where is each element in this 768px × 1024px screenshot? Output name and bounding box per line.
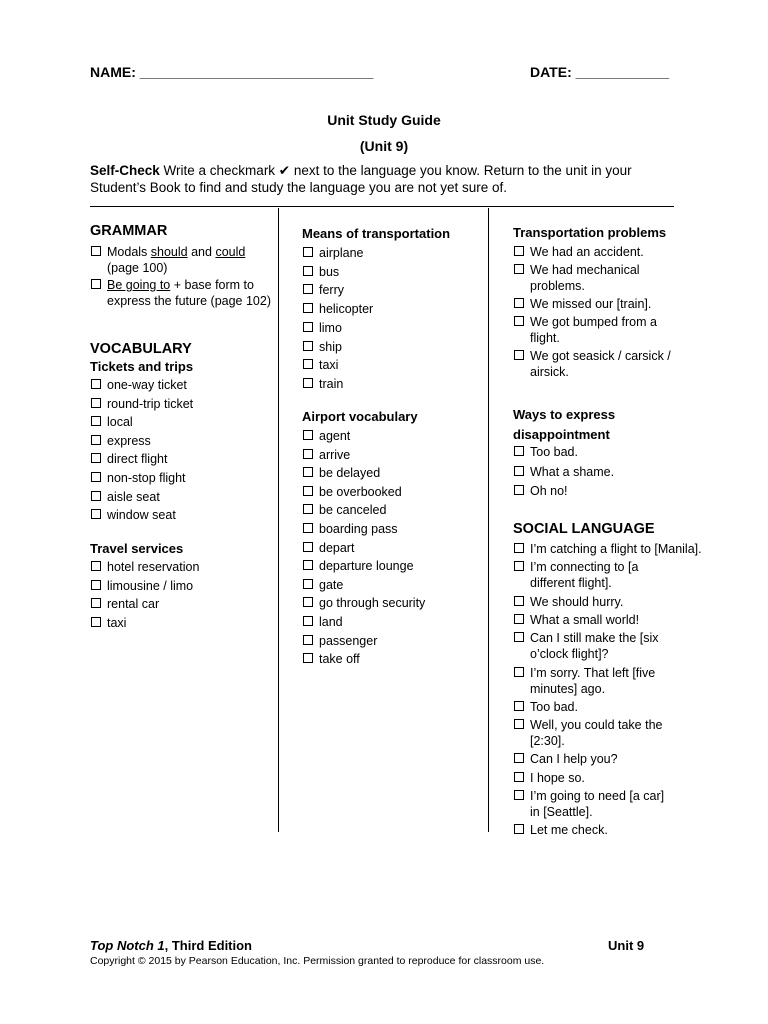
checklist-item-label: train [319, 376, 344, 391]
checklist-item-label: be delayed [319, 466, 381, 481]
checklist-item[interactable] [513, 296, 740, 312]
checklist-item[interactable] [90, 578, 317, 594]
checklist-item-label: go through security [319, 596, 426, 611]
checklist-item[interactable] [513, 717, 740, 749]
checkbox-icon[interactable] [514, 446, 524, 456]
ways-heading-line: disappointment [513, 427, 610, 442]
checklist-item[interactable] [90, 559, 317, 575]
checkbox-icon[interactable] [303, 504, 313, 514]
checklist-item-label: limo [319, 320, 342, 335]
checklist-item-label: arrive [319, 447, 351, 462]
checklist-item[interactable] [302, 502, 529, 518]
checklist-item[interactable] [513, 541, 740, 557]
checklist-item[interactable] [302, 521, 529, 537]
checklist-item[interactable] [513, 699, 740, 715]
checklist-item[interactable] [90, 470, 317, 486]
checkbox-icon[interactable] [514, 772, 524, 782]
checklist-item-label: take off [319, 652, 360, 667]
checklist-item-label: What a shame. [530, 464, 615, 479]
checkbox-icon[interactable] [303, 560, 313, 570]
checkbox-icon[interactable] [303, 284, 313, 294]
checkbox-icon[interactable] [303, 430, 313, 440]
ways-heading-line: Ways to express [513, 407, 616, 422]
checklist-item[interactable] [302, 540, 529, 556]
checkbox-icon[interactable] [514, 667, 524, 677]
checklist-item-label: We got bumped from a [530, 315, 657, 329]
checkbox-icon[interactable] [514, 316, 524, 326]
checklist-item[interactable] [302, 357, 529, 373]
checklist-item[interactable] [513, 630, 740, 662]
checklist-item-label: local [107, 415, 133, 430]
checklist-item[interactable] [513, 788, 740, 820]
checkbox-icon[interactable] [514, 632, 524, 642]
checklist-item-label: I hope so. [530, 770, 585, 785]
checklist-item-label: I’m connecting to [a [530, 560, 639, 575]
grammar-text: should [150, 245, 188, 259]
checklist-item[interactable] [513, 464, 740, 480]
checklist-item-label: window seat [107, 508, 176, 523]
checkbox-icon[interactable] [514, 824, 524, 834]
checkbox-icon[interactable] [303, 542, 313, 552]
checklist-item-label: hotel reservation [107, 560, 200, 574]
checkbox-icon[interactable] [91, 379, 101, 389]
checklist-item[interactable] [90, 377, 317, 393]
checklist-item-label: [2:30]. [530, 734, 565, 749]
checklist-item-label: gate [319, 577, 344, 592]
checklist-item[interactable] [302, 614, 529, 630]
checklist-item[interactable] [513, 348, 740, 380]
checkbox-icon[interactable] [91, 561, 101, 571]
checklist-item-label: problems. [530, 279, 585, 293]
checklist-item-label: depart [319, 540, 355, 555]
checklist-item[interactable] [513, 314, 740, 346]
checklist-item-label: be overbooked [319, 484, 402, 499]
grammar-text: express the future (page 102) [107, 294, 271, 308]
checklist-item[interactable] [302, 447, 529, 463]
checklist-item[interactable] [302, 577, 529, 593]
checklist-item-label: boarding pass [319, 522, 398, 536]
checklist-item[interactable] [90, 507, 317, 523]
checkbox-icon[interactable] [514, 350, 524, 360]
checklist-item-label: taxi [107, 615, 127, 630]
grammar-text: Modals [107, 245, 151, 259]
checkbox-icon[interactable] [91, 416, 101, 426]
checklist-item-label: We had mechanical [530, 263, 640, 277]
checklist-item-label: passenger [319, 633, 378, 648]
problems-heading: Transportation problems [513, 225, 667, 240]
checklist-item[interactable] [513, 483, 740, 499]
unit-subtitle: (Unit 9) [359, 138, 409, 154]
checkbox-icon[interactable] [91, 246, 101, 256]
grammar-text: could [215, 245, 246, 259]
book-title: Top Notch 1 [90, 938, 165, 953]
checkbox-icon[interactable] [91, 435, 101, 445]
checkbox-icon[interactable] [303, 378, 313, 388]
checklist-item[interactable] [302, 633, 529, 649]
checklist-item-label: Too bad. [530, 699, 578, 714]
checkbox-icon[interactable] [91, 580, 101, 590]
date-field-label: DATE: ____________ [530, 64, 670, 80]
checklist-item-label: flight. [530, 331, 560, 345]
book-edition: , Third Edition [164, 938, 253, 953]
checkbox-icon[interactable] [303, 322, 313, 332]
checkbox-icon[interactable] [303, 341, 313, 351]
checklist-item[interactable] [513, 770, 740, 786]
checklist-item-label: rental car [107, 597, 160, 612]
checklist-item-label: We got seasick / carsick / [530, 349, 671, 363]
checklist-item-label: Can I help you? [530, 752, 618, 767]
checklist-item[interactable] [302, 376, 529, 392]
checklist-item[interactable] [302, 320, 529, 336]
grammar-text: and [187, 245, 216, 259]
checkbox-icon[interactable] [303, 523, 313, 533]
divider-rule [90, 206, 674, 207]
checklist-item-label: agent [319, 429, 351, 443]
checklist-item[interactable] [90, 414, 317, 430]
checklist-item-label: express [107, 433, 151, 448]
checkbox-icon[interactable] [303, 635, 313, 645]
checklist-item-label: aisle seat [107, 489, 160, 504]
checkbox-icon[interactable] [514, 596, 524, 606]
checklist-item[interactable] [513, 612, 740, 628]
checklist-item-label: Too bad. [530, 445, 578, 459]
checkbox-icon[interactable] [514, 561, 524, 571]
checkbox-icon[interactable] [514, 543, 524, 553]
social-heading: SOCIAL LANGUAGE [513, 521, 655, 537]
checklist-item[interactable] [302, 282, 529, 298]
checklist-item-label: minutes] ago. [530, 681, 606, 696]
checklist-item[interactable] [90, 596, 317, 612]
checklist-item-label: We missed our [train]. [530, 297, 652, 311]
checklist-item-label: What a small world! [530, 612, 640, 627]
checklist-item-label: I’m sorry. That left [five [530, 665, 656, 680]
checkbox-icon[interactable] [514, 701, 524, 711]
checklist-item-label: limousine / limo [107, 578, 194, 593]
checklist-item[interactable] [513, 665, 740, 697]
checklist-item[interactable] [513, 262, 740, 294]
airport-heading: Airport vocabulary [302, 409, 418, 424]
checklist-item-label: direct flight [107, 452, 168, 467]
checklist-item[interactable] [513, 594, 740, 610]
checkbox-icon[interactable] [514, 246, 524, 256]
checkbox-icon[interactable] [514, 298, 524, 308]
checklist-item-label: different flight]. [530, 576, 612, 591]
checkbox-icon[interactable] [303, 597, 313, 607]
checkbox-icon[interactable] [303, 486, 313, 496]
checklist-item[interactable] [513, 244, 740, 260]
checklist-item[interactable] [90, 396, 317, 412]
checkbox-icon[interactable] [303, 579, 313, 589]
checklist-item-label: Well, you could take the [530, 718, 663, 733]
travel-services-heading: Travel services [90, 541, 184, 556]
checklist-item-label: departure lounge [319, 559, 414, 574]
checkbox-icon[interactable] [91, 398, 101, 408]
checkbox-icon[interactable] [303, 247, 313, 257]
checkbox-icon[interactable] [514, 753, 524, 763]
grammar-text: (page 100) [107, 261, 168, 275]
checklist-item[interactable] [302, 339, 529, 355]
self-check-text-2: Student’s Book to find and study the language you are not yet sure of. [90, 180, 508, 195]
checklist-item-label: non-stop flight [107, 471, 186, 485]
checkbox-icon[interactable] [303, 266, 313, 276]
checkbox-icon[interactable] [303, 303, 313, 313]
checkbox-icon[interactable] [91, 472, 101, 482]
grammar-item-modals[interactable] [90, 244, 287, 276]
checkbox-icon[interactable] [91, 491, 101, 501]
checklist-item-label: o’clock flight]? [530, 647, 609, 662]
checkbox-icon[interactable] [514, 790, 524, 800]
checklist-item[interactable] [302, 264, 529, 280]
checklist-item-label: We had an accident. [530, 245, 644, 259]
checklist-item-label: I’m going to need [a car] [530, 789, 665, 803]
vocabulary-heading: VOCABULARY [90, 341, 192, 357]
checklist-item-label: helicopter [319, 302, 374, 317]
grammar-heading: GRAMMAR [90, 223, 168, 239]
checklist-item[interactable] [90, 433, 317, 449]
checklist-item[interactable] [90, 615, 317, 631]
checklist-item-label: be canceled [319, 503, 387, 518]
checklist-item-label: I’m catching a flight to [Manila]. [530, 542, 702, 556]
checklist-item-label: Let me check. [530, 823, 608, 838]
means-heading: Means of transportation [302, 226, 451, 241]
checklist-item[interactable] [302, 484, 529, 500]
checklist-item-label: in [Seattle]. [530, 805, 593, 819]
self-check-text-1: Write a checkmark ✔ next to the language you know. Return to the unit in your [159, 163, 632, 178]
checkbox-icon[interactable] [91, 453, 101, 463]
checkbox-icon[interactable] [514, 614, 524, 624]
checklist-item-label: Can I still make the [six [530, 631, 659, 646]
checklist-item[interactable] [302, 245, 529, 261]
checklist-item-label: airplane [319, 246, 364, 260]
ways-heading [513, 405, 615, 445]
checklist-item[interactable] [513, 751, 740, 767]
tickets-heading: Tickets and trips [90, 359, 194, 374]
checkbox-icon[interactable] [303, 359, 313, 369]
checkbox-icon[interactable] [91, 509, 101, 519]
checkbox-icon[interactable] [91, 598, 101, 608]
checklist-item-label: round-trip ticket [107, 396, 194, 411]
checklist-item-label: one-way ticket [107, 378, 187, 392]
checklist-item-label: ship [319, 339, 342, 354]
checkbox-icon[interactable] [514, 264, 524, 274]
checkbox-icon[interactable] [514, 719, 524, 729]
grammar-text: Be going to [107, 278, 171, 292]
name-field-label: NAME: ______________________________ [90, 64, 374, 80]
checklist-item[interactable] [302, 651, 529, 667]
checkbox-icon[interactable] [303, 616, 313, 626]
checklist-item[interactable] [302, 558, 529, 574]
checklist-item[interactable] [513, 559, 740, 591]
checklist-item-label: We should hurry. [530, 594, 624, 609]
self-check-label: Self-Check [90, 163, 160, 178]
checklist-item[interactable] [90, 451, 317, 467]
footer-book-title [90, 938, 252, 953]
checklist-item[interactable] [302, 595, 529, 611]
checklist-item-label: land [319, 615, 343, 629]
checklist-item[interactable] [513, 444, 740, 460]
grammar-text: + base form to [170, 278, 254, 292]
footer-unit: Unit 9 [608, 938, 645, 953]
grammar-item-be-going-to[interactable] [90, 277, 297, 309]
checklist-item-label: airsick. [530, 365, 569, 379]
checkbox-icon[interactable] [303, 653, 313, 663]
checklist-item[interactable] [90, 489, 317, 505]
checklist-item[interactable] [302, 301, 529, 317]
copyright: Copyright © 2015 by Pearson Education, Inc. Permission granted to reproduce for classroom use. [90, 955, 545, 967]
checkbox-icon[interactable] [91, 617, 101, 627]
checklist-item[interactable] [302, 465, 529, 481]
checklist-item-label: ferry [319, 283, 344, 298]
checkbox-icon[interactable] [303, 467, 313, 477]
self-check-instructions [90, 162, 680, 196]
checklist-item-label: taxi [319, 358, 339, 373]
checkbox-icon[interactable] [303, 449, 313, 459]
checkbox-icon[interactable] [514, 466, 524, 476]
checklist-item[interactable] [513, 822, 740, 838]
checklist-item-label: bus [319, 264, 340, 279]
checklist-item-label: Oh no! [530, 484, 568, 498]
page-title: Unit Study Guide [327, 112, 441, 128]
checklist-item[interactable] [302, 428, 529, 444]
checkbox-icon[interactable] [514, 485, 524, 495]
checkbox-icon[interactable] [91, 279, 101, 289]
